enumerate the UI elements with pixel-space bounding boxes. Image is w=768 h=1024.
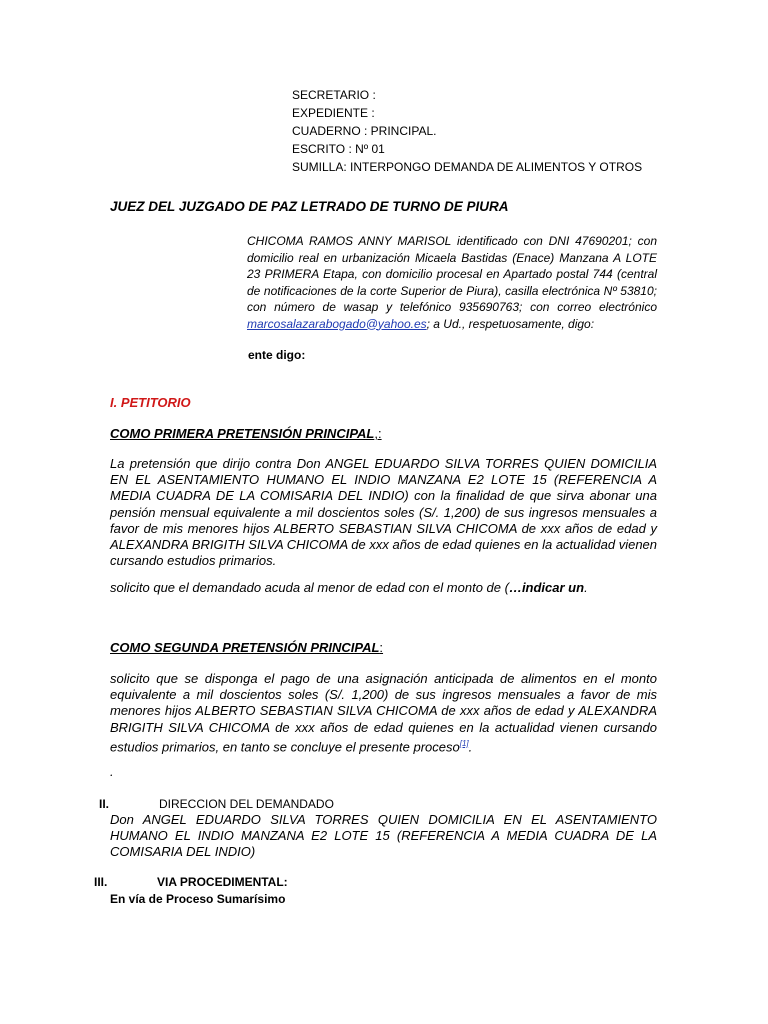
- footnote-reference[interactable]: [1]: [459, 738, 469, 748]
- email-link[interactable]: marcosalazarabogado@yahoo.es: [247, 316, 427, 331]
- direccion-text: Don ANGEL EDUARDO SILVA TORRES QUIEN DOMICILIA EN EL ASENTAMIENTO HUMANO EL INDIO MANZANA E2 LOTE 15 (REFERENCIA A MEDIA CUADRA DE LA COMISARIA DEL INDIO): [110, 812, 657, 860]
- escrito-line: ESCRITO : Nº 01: [292, 142, 385, 156]
- section-ii-title: DIRECCION DEL DEMANDADO: [159, 797, 334, 811]
- primera-pretension-paragraph: La pretensión que dirijo contra Don ANGEL EDUARDO SILVA TORRES QUIEN DOMICILIA EN EL ASENTAMIENTO HUMANO EL INDIO MANZANA E2 LOTE 15 (REFERENCIA A MEDIA CUADRA DE LA COMISARIA DEL INDIO) con la finalidad de que sirva abonar una pensión mensual equivalente a mil doscientos soles (S/. 1,200) de sus ingresos mensuales a favor de mis menores hijos ALBERTO SEBASTIAN SILVA CHICOMA de xxx años de edad y ALEXANDRA BRIGITH SILVA CHICOMA de xxx años de edad quienes en la actualidad vienen cursando estudios primarios.: [110, 456, 658, 569]
- sumilla-line: SUMILLA: INTERPONGO DEMANDA DE ALIMENTOS Y OTROS: [292, 160, 643, 174]
- judge-title: JUEZ DEL JUZGADO DE PAZ LETRADO DE TURNO DE PIURA: [110, 199, 509, 214]
- primera-heading-suffix: ,:: [374, 426, 382, 441]
- monto-line-suffix: .: [584, 580, 588, 595]
- party-text: CHICOMA RAMOS ANNY MARISOL identificado con DNI 47690201; con domicilio real en urbanización Micaela Bastidas (Enace) Manzana A LOTE 23 PRIMERA Etapa, con domicilio procesal en Apartado postal 744 (central de notificaciones de la corte Superior de Piura), casilla electrónica Nº 53810; con número de wasap y telefónico 935690763; con correo electrónico: [247, 234, 657, 314]
- primera-heading-text: COMO PRIMERA PRETENSIÓN PRINCIPAL: [110, 426, 375, 441]
- party-text-end: ; a Ud., respetuosamente, digo:: [426, 316, 595, 331]
- section-iii-title: VIA PROCEDIMENTAL:: [157, 875, 288, 889]
- monto-line-bold: …indicar un: [508, 580, 585, 595]
- cuaderno-line: CUADERNO : PRINCIPAL.: [292, 124, 437, 138]
- party-identification: [247, 233, 657, 332]
- segunda-pretension-heading: [110, 640, 383, 655]
- segunda-heading-text: COMO SEGUNDA PRETENSIÓN PRINCIPAL: [110, 640, 380, 655]
- expediente-line: EXPEDIENTE :: [292, 106, 375, 120]
- segunda-paragraph-text: solicito que se disponga el pago de una asignación anticipada de alimentos en el monto equivalente a mil doscientos soles (S/. 1,200) de sus ingresos mensuales a favor de mis menores hijos ALBERTO SEBASTIAN SILVA CHICOMA de xxx años de edad y ALEXANDRA BRIGITH SILVA CHICOMA de xxx años de edad quienes en la actualidad vienen cursando estudios primarios, en tanto se concluye el presente proceso: [110, 671, 657, 755]
- segunda-paragraph-end: .: [468, 739, 473, 755]
- section-ii-number: II.: [99, 797, 110, 811]
- secretario-line: SECRETARIO :: [292, 88, 376, 102]
- primera-monto-line: [110, 580, 588, 595]
- section-iii-number: III.: [94, 875, 108, 889]
- segunda-pretension-paragraph: [110, 671, 657, 755]
- via-text: En vía de Proceso Sumarísimo: [110, 892, 286, 906]
- petitorio-title: I. PETITORIO: [110, 395, 191, 410]
- monto-line-prefix: solicito que el demandado acuda al menor de edad con el monto de (: [110, 580, 509, 595]
- case-header: [292, 86, 642, 176]
- stray-dot: .: [110, 764, 114, 779]
- segunda-heading-suffix: :: [379, 640, 384, 655]
- primera-pretension-heading: [110, 426, 382, 441]
- ente-digo: ente digo:: [248, 348, 306, 362]
